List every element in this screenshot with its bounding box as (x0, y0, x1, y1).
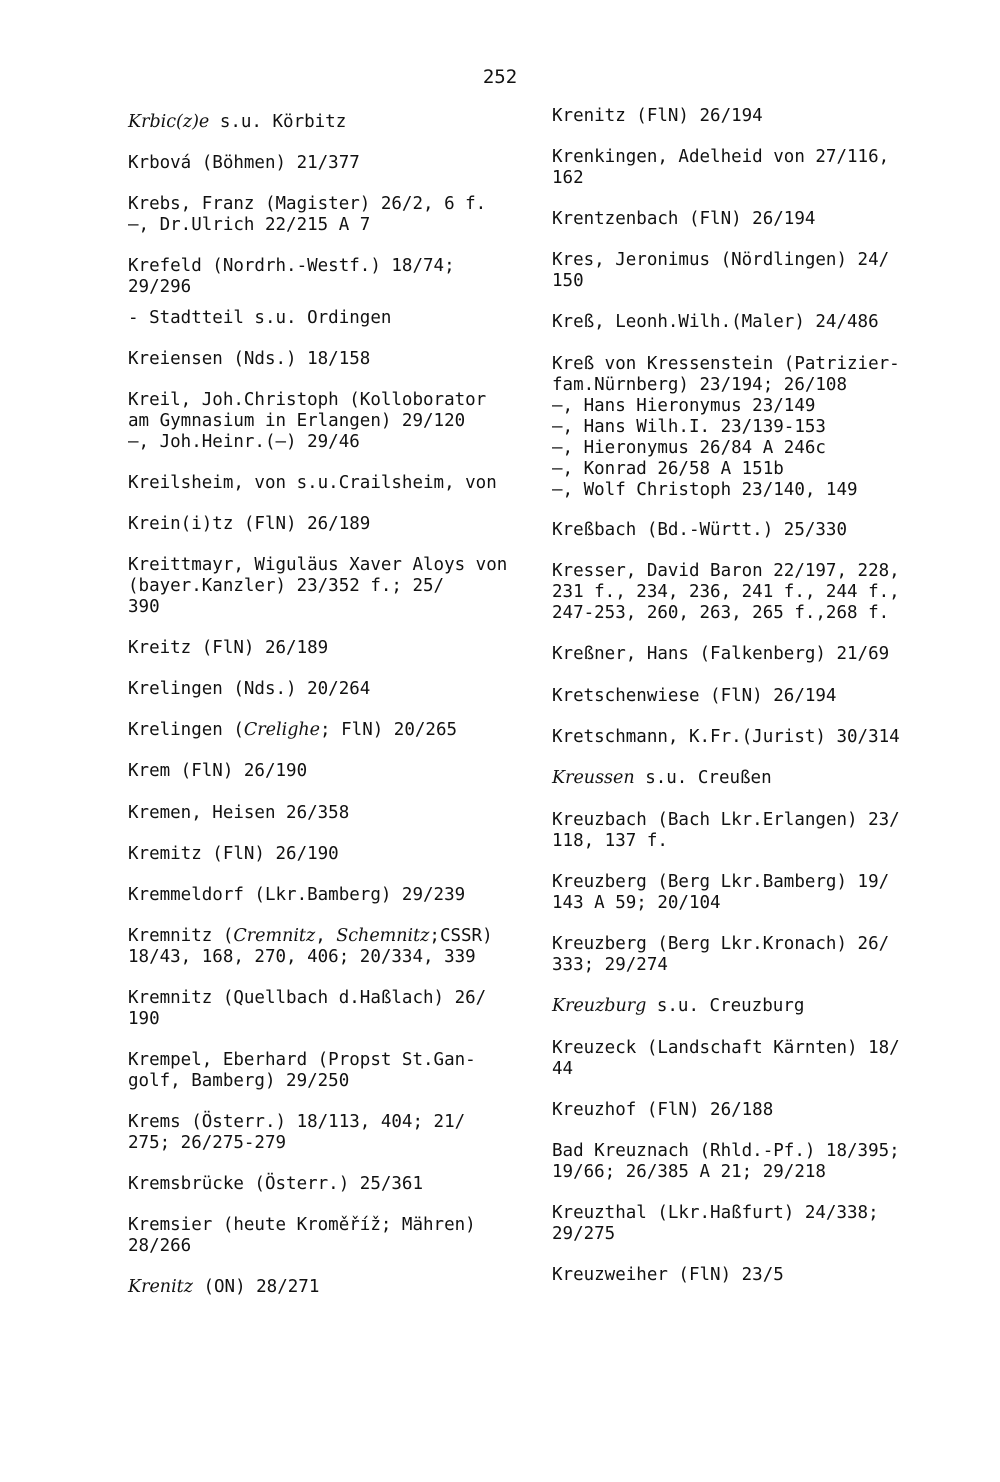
index-entry-line: Krempel, Eberhard (Propst St.Gan- (128, 1050, 476, 1070)
index-entry (128, 638, 328, 659)
index-entry (552, 810, 900, 852)
index-entry-line: 162 (552, 168, 584, 188)
index-entry (128, 844, 339, 865)
index-entry-line: —, Joh.Heinr.(—) 29/46 (128, 432, 360, 452)
index-entry (128, 1215, 476, 1257)
index-entry (552, 106, 763, 127)
index-entry-line: Kremen, Heisen 26/358 (128, 803, 350, 823)
index-entry-line: —, Hans Hieronymus 23/149 (552, 396, 816, 416)
index-entry-line: Krenkingen, Adelheid von 27/116, (552, 147, 890, 167)
index-entry-line: Kreuzberg (Berg Lkr.Bamberg) 19/ (552, 872, 890, 892)
index-entry (552, 996, 804, 1017)
index-entry (128, 112, 346, 133)
index-entry-line: 275; 26/275-279 (128, 1133, 287, 1153)
index-entry-line: —, Dr.Ulrich 22/215 A 7 (128, 215, 371, 235)
index-entry-line: Kretschenwiese (FlN) 26/194 (552, 686, 837, 706)
index-entry-line: Krem (FlN) 26/190 (128, 761, 308, 781)
index-entry-line: Krebs, Franz (Magister) 26/2, 6 f. (128, 194, 487, 214)
index-entry (128, 1112, 465, 1154)
index-entry (552, 1141, 900, 1183)
index-entry (128, 720, 457, 741)
index-entry-line: Kreiensen (Nds.) 18/158 (128, 349, 371, 369)
index-entry-line: Krbic(z)e s.u. Körbitz (128, 112, 347, 132)
index-entry-line: Kreitz (FlN) 26/189 (128, 638, 329, 658)
index-entry-line: Kremnitz (Quellbach d.Haßlach) 26/ (128, 988, 487, 1008)
index-entry-line: Krenitz (ON) 28/271 (128, 1277, 320, 1297)
index-entry (128, 349, 370, 370)
index-entry (128, 1050, 476, 1092)
index-entry (552, 520, 847, 541)
index-entry-line: 118, 137 f. (552, 831, 668, 851)
index-entry-line: Kretschmann, K.Fr.(Jurist) 30/314 (552, 727, 900, 747)
index-entry (552, 934, 889, 976)
index-entry (552, 209, 815, 230)
index-entry-line: Kremsbrücke (Österr.) 25/361 (128, 1174, 424, 1194)
index-entry (128, 194, 486, 236)
index-entry-line: 44 (552, 1059, 574, 1079)
index-entry (128, 803, 349, 824)
index-entry (552, 312, 879, 333)
index-entry (128, 1174, 423, 1195)
index-entry (128, 761, 307, 782)
index-entry (552, 1265, 784, 1286)
index-entry-line: Kremmeldorf (Lkr.Bamberg) 29/239 (128, 885, 466, 905)
index-entry (552, 250, 889, 292)
index-entry (128, 555, 507, 618)
index-entry-line: 247-253, 260, 263, 265 f.,268 f. (552, 603, 890, 623)
index-entry-line: Kreussen s.u. Creußen (552, 768, 772, 788)
index-entry (552, 768, 772, 789)
index-entry-line: Krein(i)tz (FlN) 26/189 (128, 514, 371, 534)
index-entry-line: Kresser, David Baron 22/197, 228, (552, 561, 900, 581)
index-entry-line: Bad Kreuznach (Rhld.-Pf.) 18/395; (552, 1141, 900, 1161)
index-entry (552, 147, 889, 189)
index-entry-line: Krbová (Böhmen) 21/377 (128, 153, 360, 173)
index-entry-line: Krentzenbach (FlN) 26/194 (552, 209, 816, 229)
index-entry-line: 18/43, 168, 270, 406; 20/334, 339 (128, 947, 476, 967)
index-entry-line: 143 A 59; 20/104 (552, 893, 721, 913)
index-entry (128, 256, 455, 298)
index-entry (552, 727, 900, 748)
index-entry-line: Krefeld (Nordrh.-Westf.) 18/74; (128, 256, 455, 276)
index-entry-line: Kres, Jeronimus (Nördlingen) 24/ (552, 250, 890, 270)
index-entry-line: - Stadtteil s.u. Ordingen (128, 308, 392, 328)
index-entry-line: 333; 29/274 (552, 955, 668, 975)
index-entry (552, 644, 889, 665)
index-entry-line: —, Hans Wilh.I. 23/139-153 (552, 417, 826, 437)
index-entry-line: Kreuzeck (Landschaft Kärnten) 18/ (552, 1038, 900, 1058)
index-entry (552, 354, 900, 501)
index-entry-line: 390 (128, 597, 160, 617)
index-entry-line: —, Konrad 26/58 A 151b (552, 459, 784, 479)
index-entry-line: Kreßbach (Bd.-Württ.) 25/330 (552, 520, 848, 540)
index-entry-line: Kreuzhof (FlN) 26/188 (552, 1100, 774, 1120)
index-entry-line: Krelingen (Crelighe; FlN) 20/265 (128, 720, 458, 740)
index-entry-line: am Gymnasium in Erlangen) 29/120 (128, 411, 466, 431)
index-entry-line: Kreuzberg (Berg Lkr.Kronach) 26/ (552, 934, 890, 954)
index-entry (128, 514, 370, 535)
index-entry-line: Kreilsheim, von s.u.Crailsheim, von (128, 473, 497, 493)
index-entry-line: Kremnitz (Cremnitz, Schemnitz;CSSR) (128, 926, 493, 946)
index-entry-line: —, Hieronymus 26/84 A 246c (552, 438, 826, 458)
index-entry-line: Krelingen (Nds.) 20/264 (128, 679, 371, 699)
index-entry-line: Kreuzbach (Bach Lkr.Erlangen) 23/ (552, 810, 900, 830)
index-entry-line: —, Wolf Christoph 23/140, 149 (552, 480, 858, 500)
index-entry-line: Kremsier (heute Kroměříž; Mähren) (128, 1215, 476, 1235)
index-entry-line: (bayer.Kanzler) 23/352 f.; 25/ (128, 576, 445, 596)
index-entry-line: 29/296 (128, 277, 192, 297)
index-entry (128, 308, 391, 329)
index-entry-line: Kreß, Leonh.Wilh.(Maler) 24/486 (552, 312, 879, 332)
index-entry-line: Kreil, Joh.Christoph (Kolloborator (128, 390, 487, 410)
index-entry (128, 885, 465, 906)
index-entry-line: 19/66; 26/385 A 21; 29/218 (552, 1162, 826, 1182)
index-entry (128, 679, 370, 700)
index-entry-line: Krenitz (FlN) 26/194 (552, 106, 763, 126)
index-entry (552, 686, 836, 707)
index-entry-line: Krems (Österr.) 18/113, 404; 21/ (128, 1112, 466, 1132)
index-entry-line: fam.Nürnberg) 23/194; 26/108 (552, 375, 848, 395)
index-entry-line: 28/266 (128, 1236, 192, 1256)
index-entry (552, 561, 900, 624)
index-entry-line: Kreittmayr, Wiguläus Xaver Aloys von (128, 555, 508, 575)
index-entry-line: Kremitz (FlN) 26/190 (128, 844, 339, 864)
index-entry (552, 1038, 900, 1080)
index-entry-line: Kreß von Kressenstein (Patrizier- (552, 354, 900, 374)
index-entry (128, 390, 486, 453)
index-entry-line: golf, Bamberg) 29/250 (128, 1071, 350, 1091)
index-entry-line: 29/275 (552, 1224, 616, 1244)
index-entry-line: Kreuzburg s.u. Creuzburg (552, 996, 805, 1016)
index-entry (128, 153, 360, 174)
page-number: 252 (482, 66, 518, 88)
index-entry-line: 231 f., 234, 236, 241 f., 244 f., (552, 582, 900, 602)
index-entry (552, 1100, 773, 1121)
index-entry-line: Kreßner, Hans (Falkenberg) 21/69 (552, 644, 890, 664)
index-entry-line: Kreuzweiher (FlN) 23/5 (552, 1265, 784, 1285)
index-entry (128, 1277, 319, 1298)
index-entry (552, 1203, 879, 1245)
index-entry-line: 190 (128, 1009, 160, 1029)
index-entry (128, 926, 493, 968)
index-entry (128, 473, 497, 494)
index-entry-line: Kreuzthal (Lkr.Haßfurt) 24/338; (552, 1203, 879, 1223)
index-entry (128, 988, 486, 1030)
index-entry-line: 150 (552, 271, 584, 291)
index-entry (552, 872, 889, 914)
